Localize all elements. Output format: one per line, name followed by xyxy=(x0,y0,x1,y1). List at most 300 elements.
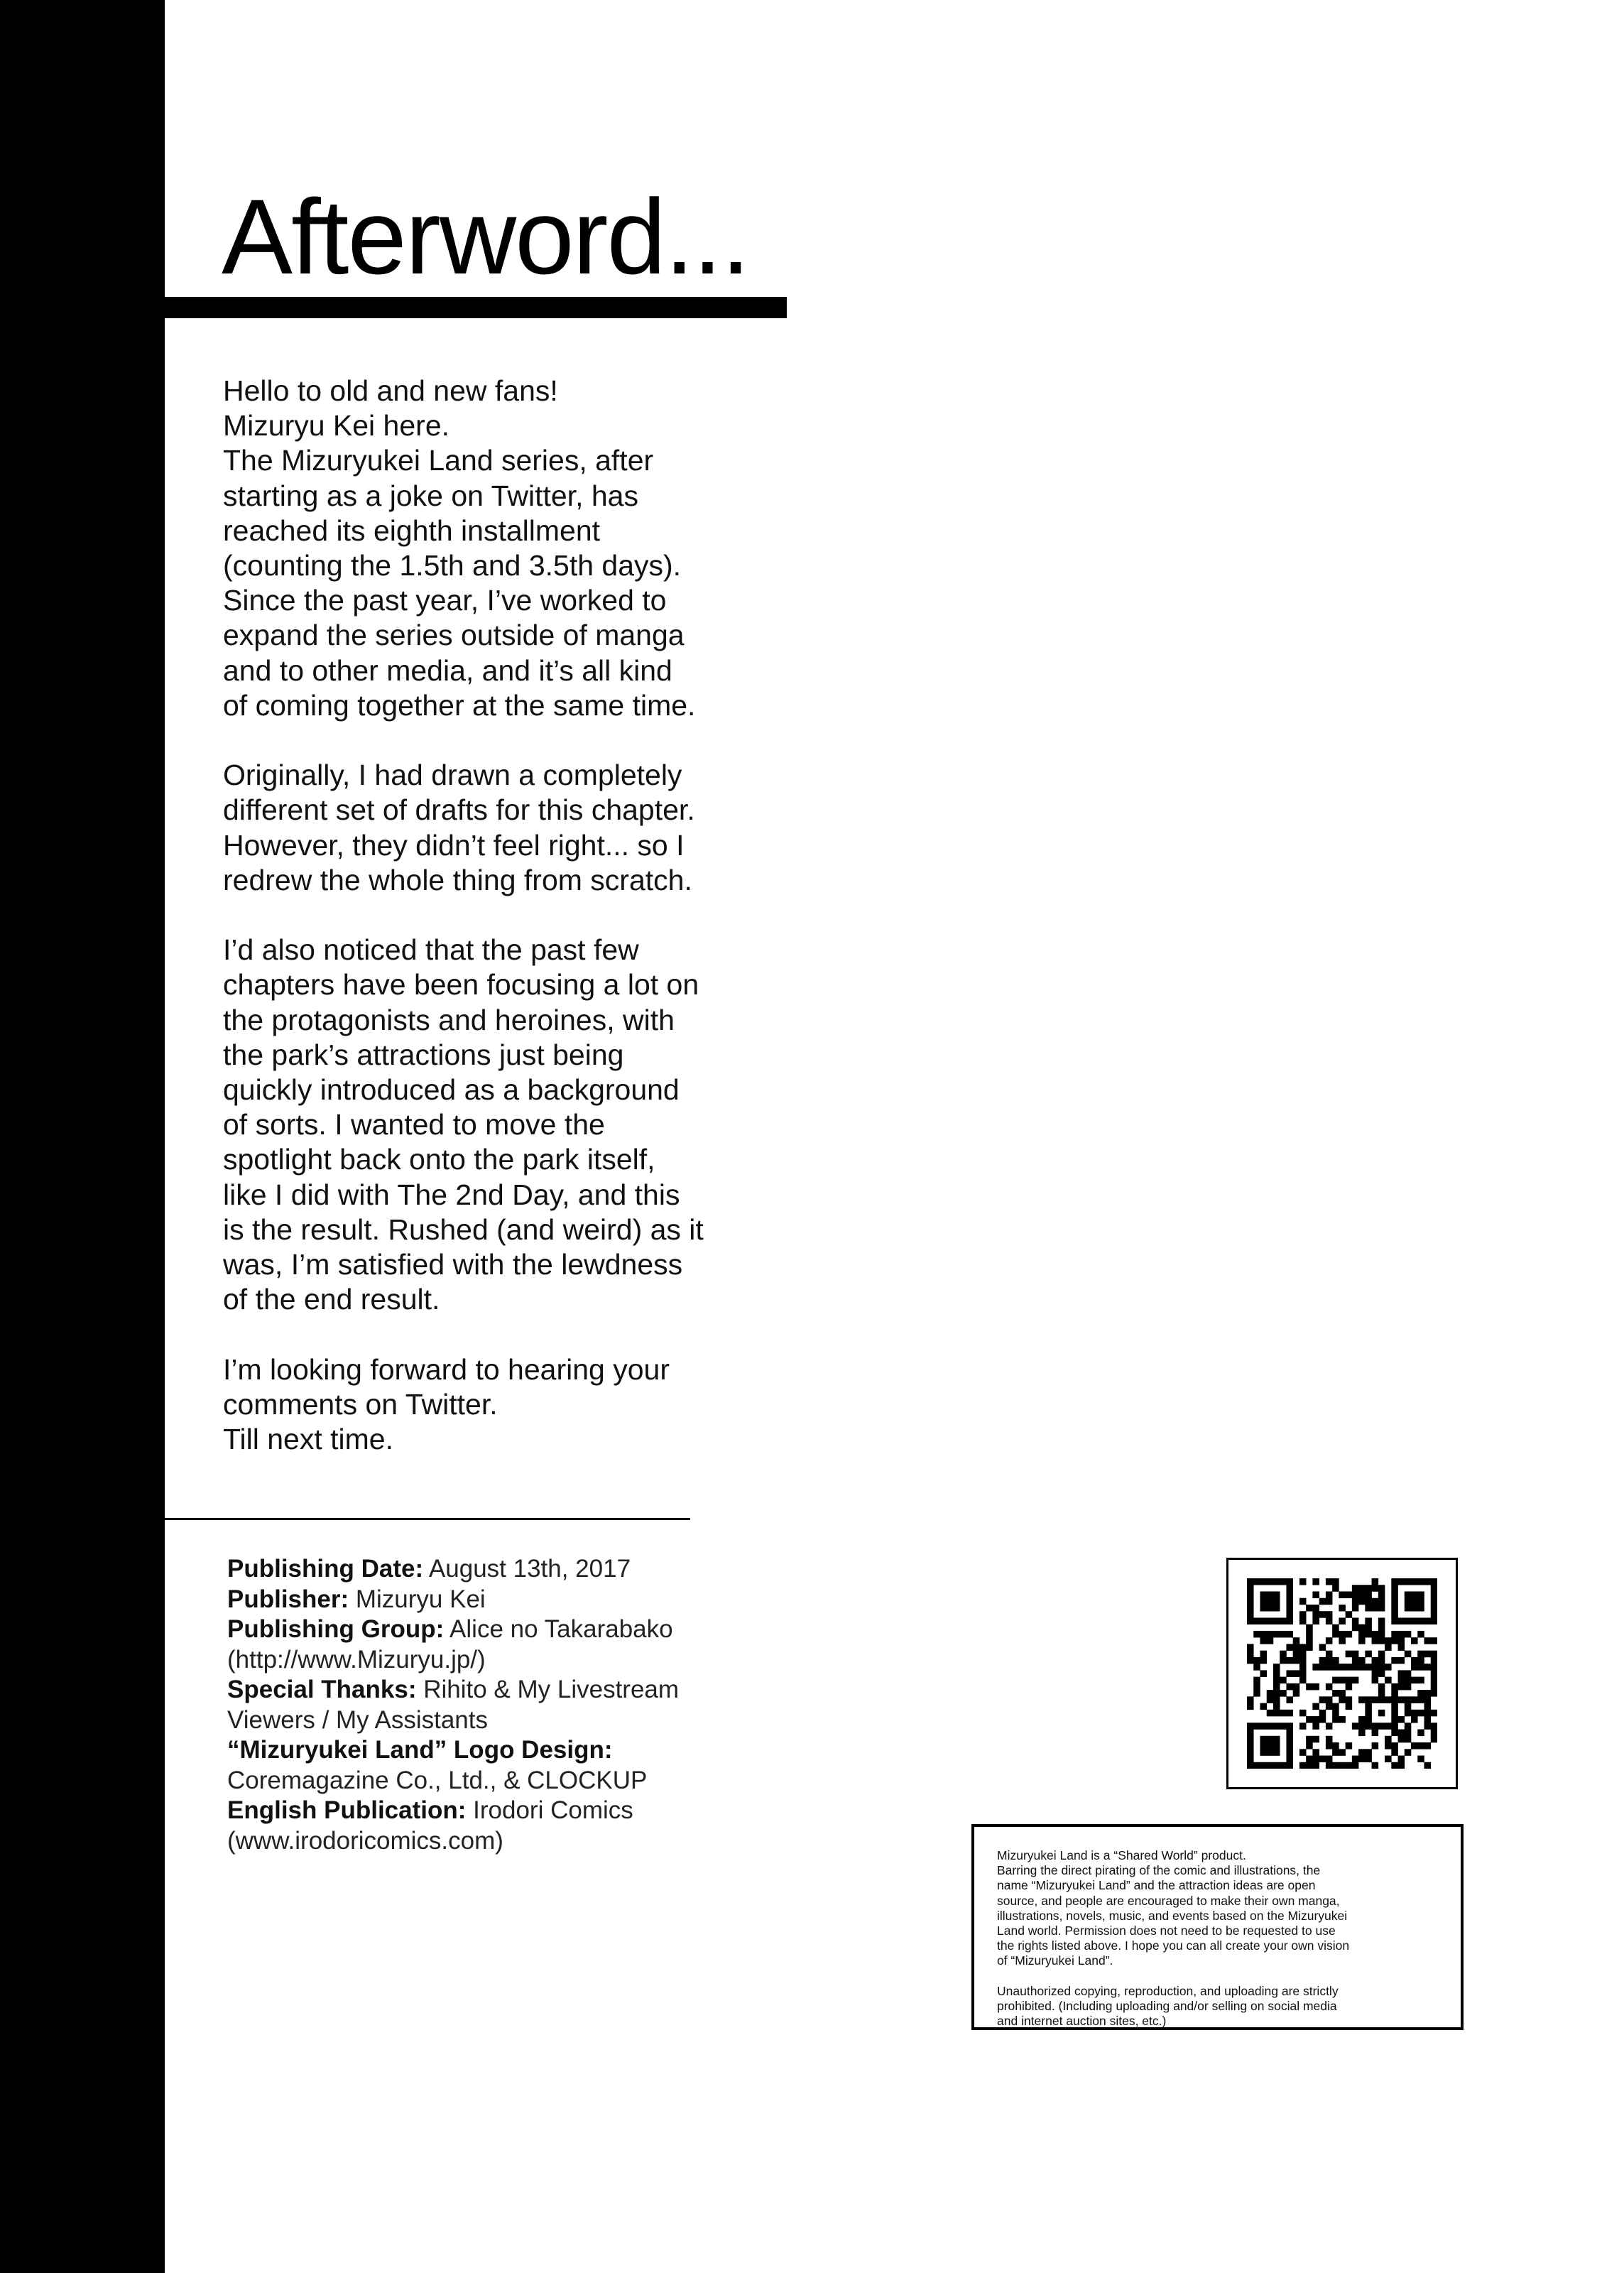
qr-module xyxy=(1267,1617,1274,1624)
qr-module xyxy=(1411,1637,1418,1644)
qr-module xyxy=(1247,1749,1254,1756)
qr-module xyxy=(1346,1677,1353,1684)
publishing-group-row xyxy=(227,1615,767,1645)
qr-module xyxy=(1352,1651,1359,1658)
qr-module xyxy=(1417,1710,1424,1717)
qr-module xyxy=(1319,1598,1326,1605)
text-line: redrew the whole thing from scratch. xyxy=(223,863,692,896)
publishing-date-label: Publishing Date: xyxy=(227,1555,424,1583)
qr-module xyxy=(1391,1631,1398,1638)
qr-module xyxy=(1299,1598,1307,1605)
qr-module xyxy=(1326,1664,1333,1671)
qr-module xyxy=(1398,1631,1405,1638)
qr-module xyxy=(1253,1683,1260,1691)
qr-module xyxy=(1293,1637,1300,1644)
qr-module xyxy=(1332,1578,1339,1585)
qr-module xyxy=(1424,1578,1432,1585)
qr-module xyxy=(1312,1736,1319,1743)
qr-module xyxy=(1273,1578,1280,1585)
notice-line: the rights listed above. I hope you can all create your own vision xyxy=(997,1938,1350,1953)
qr-module xyxy=(1247,1756,1254,1763)
qr-module xyxy=(1417,1657,1424,1664)
qr-module xyxy=(1431,1677,1437,1684)
qr-module xyxy=(1312,1591,1319,1598)
qr-module xyxy=(1405,1651,1412,1658)
qr-module xyxy=(1339,1591,1346,1598)
text-line: I’m looking forward to hearing your xyxy=(223,1352,670,1386)
qr-module xyxy=(1286,1605,1293,1612)
text-line: of the end result. xyxy=(223,1283,440,1316)
qr-module xyxy=(1280,1690,1287,1697)
qr-module xyxy=(1372,1631,1379,1638)
qr-module xyxy=(1273,1696,1280,1703)
qr-module xyxy=(1352,1762,1359,1769)
qr-module xyxy=(1273,1677,1280,1684)
notice-line: Mizuryukei Land is a “Shared World” product. xyxy=(997,1848,1246,1862)
qr-module xyxy=(1306,1742,1313,1749)
qr-module xyxy=(1332,1677,1339,1684)
qr-module xyxy=(1372,1664,1379,1671)
qr-module xyxy=(1398,1683,1405,1691)
qr-module xyxy=(1378,1591,1385,1598)
qr-module xyxy=(1431,1710,1437,1717)
english-publication-value: Irodori Comics xyxy=(473,1796,633,1824)
qr-module xyxy=(1312,1749,1319,1756)
qr-module xyxy=(1358,1756,1366,1763)
qr-module xyxy=(1286,1736,1293,1743)
qr-module xyxy=(1378,1690,1385,1697)
qr-module xyxy=(1391,1657,1398,1664)
qr-module xyxy=(1417,1664,1424,1671)
qr-module xyxy=(1378,1631,1385,1638)
qr-module xyxy=(1431,1585,1437,1592)
qr-module xyxy=(1424,1723,1432,1730)
qr-module xyxy=(1398,1696,1405,1703)
qr-module xyxy=(1267,1690,1274,1697)
qr-module xyxy=(1405,1617,1412,1624)
qr-module xyxy=(1405,1710,1412,1717)
qr-module xyxy=(1378,1605,1385,1612)
qr-module xyxy=(1398,1617,1405,1624)
qr-module xyxy=(1267,1723,1274,1730)
qr-module xyxy=(1286,1644,1293,1651)
qr-module xyxy=(1398,1578,1405,1585)
qr-module xyxy=(1273,1703,1280,1710)
qr-module xyxy=(1365,1749,1372,1756)
qr-module xyxy=(1378,1670,1385,1677)
qr-module xyxy=(1405,1723,1412,1730)
qr-module xyxy=(1358,1598,1366,1605)
qr-module xyxy=(1378,1723,1385,1730)
publisher-value: Mizuryu Kei xyxy=(355,1585,486,1613)
qr-module xyxy=(1247,1703,1254,1710)
qr-module xyxy=(1405,1631,1412,1638)
qr-module xyxy=(1378,1637,1385,1644)
qr-module xyxy=(1378,1683,1385,1691)
afterword-paragraph xyxy=(223,758,791,898)
qr-module xyxy=(1260,1598,1267,1605)
qr-module xyxy=(1273,1598,1280,1605)
qr-module xyxy=(1405,1598,1412,1605)
qr-module xyxy=(1286,1670,1293,1677)
qr-module xyxy=(1339,1664,1346,1671)
qr-module xyxy=(1247,1598,1254,1605)
qr-module xyxy=(1405,1591,1412,1598)
qr-module xyxy=(1319,1611,1326,1618)
qr-module xyxy=(1431,1617,1437,1624)
qr-module xyxy=(1411,1598,1418,1605)
qr-module xyxy=(1372,1605,1379,1612)
qr-module xyxy=(1431,1598,1437,1605)
qr-module xyxy=(1424,1710,1432,1717)
qr-module xyxy=(1391,1611,1398,1618)
text-line: Hello to old and new fans! xyxy=(223,374,558,407)
qr-module xyxy=(1398,1756,1405,1763)
qr-module xyxy=(1358,1624,1366,1632)
qr-module xyxy=(1431,1591,1437,1598)
qr-module xyxy=(1286,1585,1293,1592)
qr-module xyxy=(1273,1670,1280,1677)
qr-module xyxy=(1319,1756,1326,1763)
qr-module xyxy=(1247,1611,1254,1618)
qr-module xyxy=(1312,1605,1319,1612)
qr-module xyxy=(1286,1696,1293,1703)
notice-line: Unauthorized copying, reproduction, and uploading are strictly xyxy=(997,1983,1339,1998)
qr-module xyxy=(1267,1591,1274,1598)
qr-module xyxy=(1247,1657,1254,1664)
qr-module xyxy=(1253,1723,1260,1730)
text-line: was, I’m satisfied with the lewdness xyxy=(223,1248,683,1281)
qr-module xyxy=(1339,1617,1346,1624)
qr-module xyxy=(1405,1749,1412,1756)
qr-module xyxy=(1332,1749,1339,1756)
qr-module xyxy=(1253,1664,1260,1671)
qr-module xyxy=(1326,1723,1333,1730)
qr-module xyxy=(1391,1742,1398,1749)
qr-module xyxy=(1253,1617,1260,1624)
special-thanks-row xyxy=(227,1675,767,1705)
text-line: like I did with The 2nd Day, and this xyxy=(223,1178,680,1211)
qr-module xyxy=(1339,1749,1346,1756)
qr-module xyxy=(1247,1617,1254,1624)
qr-module xyxy=(1346,1762,1353,1769)
qr-module xyxy=(1306,1736,1313,1743)
qr-module xyxy=(1411,1742,1418,1749)
qr-module xyxy=(1332,1664,1339,1671)
qr-module xyxy=(1391,1710,1398,1717)
notice-line: Land world. Permission does not need to be requested to use xyxy=(997,1924,1336,1938)
copyright-paragraph xyxy=(997,1984,1435,2029)
publishing-group-value: Alice no Takarabako xyxy=(449,1615,673,1643)
qr-module xyxy=(1273,1690,1280,1697)
qr-module xyxy=(1253,1657,1260,1664)
qr-module xyxy=(1253,1677,1260,1684)
qr-module xyxy=(1417,1578,1424,1585)
afterword-body xyxy=(223,374,791,1457)
qr-module xyxy=(1358,1591,1366,1598)
qr-module xyxy=(1417,1651,1424,1658)
qr-module xyxy=(1260,1657,1267,1664)
publishing-group-label: Publishing Group: xyxy=(227,1615,445,1643)
qr-module xyxy=(1385,1644,1392,1651)
qr-module xyxy=(1273,1605,1280,1612)
qr-module xyxy=(1332,1762,1339,1769)
qr-module xyxy=(1332,1690,1339,1697)
qr-module xyxy=(1247,1644,1254,1651)
text-line: Since the past year, I’ve worked to xyxy=(223,584,667,617)
qr-module xyxy=(1247,1696,1254,1703)
qr-module xyxy=(1247,1736,1254,1743)
qr-module xyxy=(1398,1736,1405,1743)
qr-module xyxy=(1372,1585,1379,1592)
qr-module xyxy=(1431,1670,1437,1677)
text-line: The Mizuryukei Land series, after xyxy=(223,444,654,477)
qr-module xyxy=(1293,1670,1300,1677)
qr-module xyxy=(1405,1703,1412,1710)
qr-module xyxy=(1326,1578,1333,1585)
text-line: and to other media, and it’s all kind xyxy=(223,653,672,687)
notice-line: Barring the direct pirating of the comic and illustrations, the xyxy=(997,1863,1321,1878)
qr-module xyxy=(1365,1716,1372,1723)
qr-module xyxy=(1247,1651,1254,1658)
qr-module xyxy=(1352,1677,1359,1684)
qr-module xyxy=(1365,1624,1372,1632)
qr-module xyxy=(1319,1716,1326,1723)
publisher-row xyxy=(227,1585,767,1615)
qr-module xyxy=(1312,1756,1319,1763)
qr-module xyxy=(1312,1703,1319,1710)
qr-module xyxy=(1417,1617,1424,1624)
qr-module xyxy=(1352,1756,1359,1763)
qr-module xyxy=(1299,1677,1307,1684)
qr-module xyxy=(1411,1696,1418,1703)
qr-module xyxy=(1391,1749,1398,1756)
qr-module xyxy=(1293,1690,1300,1697)
qr-module xyxy=(1424,1637,1432,1644)
qr-module xyxy=(1372,1762,1379,1769)
qr-module xyxy=(1267,1742,1274,1749)
qr-module xyxy=(1339,1631,1346,1638)
qr-module xyxy=(1365,1617,1372,1624)
qr-module xyxy=(1398,1762,1405,1769)
qr-module xyxy=(1365,1710,1372,1717)
qr-module xyxy=(1358,1664,1366,1671)
qr-module xyxy=(1431,1605,1437,1612)
qr-module xyxy=(1365,1598,1372,1605)
text-line: Mizuryu Kei here. xyxy=(223,409,450,443)
qr-module xyxy=(1312,1683,1319,1691)
text-line: However, they didn’t feel right... so I xyxy=(223,828,685,862)
qr-module xyxy=(1405,1736,1412,1743)
publisher-label: Publisher: xyxy=(227,1585,349,1613)
qr-module xyxy=(1247,1605,1254,1612)
qr-module xyxy=(1405,1696,1412,1703)
qr-module xyxy=(1391,1723,1398,1730)
qr-module xyxy=(1358,1631,1366,1638)
qr-module xyxy=(1398,1677,1405,1684)
qr-module xyxy=(1247,1742,1254,1749)
qr-module xyxy=(1247,1762,1254,1769)
qr-module xyxy=(1405,1605,1412,1612)
qr-module xyxy=(1286,1756,1293,1763)
qr-module xyxy=(1391,1585,1398,1592)
qr-module xyxy=(1273,1617,1280,1624)
qr-module xyxy=(1260,1637,1267,1644)
qr-module xyxy=(1365,1723,1372,1730)
qr-module xyxy=(1391,1591,1398,1598)
qr-module xyxy=(1405,1677,1412,1684)
qr-module xyxy=(1273,1683,1280,1691)
qr-module xyxy=(1417,1690,1424,1697)
qr-module xyxy=(1267,1578,1274,1585)
qr-module xyxy=(1391,1703,1398,1710)
qr-module xyxy=(1378,1696,1385,1703)
qr-module xyxy=(1431,1736,1437,1743)
qr-module xyxy=(1417,1631,1424,1638)
qr-module xyxy=(1326,1683,1333,1691)
qr-module xyxy=(1385,1723,1392,1730)
qr-module xyxy=(1372,1598,1379,1605)
qr-module xyxy=(1286,1598,1293,1605)
qr-module xyxy=(1260,1591,1267,1598)
qr-module xyxy=(1391,1696,1398,1703)
qr-module xyxy=(1372,1696,1379,1703)
qr-module xyxy=(1326,1651,1333,1658)
qr-module xyxy=(1365,1664,1372,1671)
qr-module xyxy=(1306,1631,1313,1638)
qr-module xyxy=(1299,1723,1307,1730)
qr-module xyxy=(1293,1657,1300,1664)
qr-module xyxy=(1332,1703,1339,1710)
qr-module xyxy=(1260,1670,1267,1677)
qr-module xyxy=(1424,1742,1432,1749)
qr-module xyxy=(1306,1683,1313,1691)
qr-module xyxy=(1260,1617,1267,1624)
qr-module xyxy=(1286,1762,1293,1769)
qr-module xyxy=(1332,1742,1339,1749)
qr-module xyxy=(1332,1710,1339,1717)
text-line: chapters have been focusing a lot on xyxy=(223,968,699,1002)
qr-module xyxy=(1372,1578,1379,1585)
qr-module xyxy=(1319,1696,1326,1703)
qr-module xyxy=(1391,1598,1398,1605)
text-line: spotlight back onto the park itself, xyxy=(223,1143,655,1176)
qr-module xyxy=(1417,1742,1424,1749)
qr-module xyxy=(1267,1631,1274,1638)
qr-module xyxy=(1260,1631,1267,1638)
qr-module xyxy=(1378,1664,1385,1671)
afterword-paragraph xyxy=(223,1352,791,1458)
qr-module xyxy=(1424,1651,1432,1658)
qr-module xyxy=(1280,1762,1287,1769)
qr-module xyxy=(1312,1716,1319,1723)
qr-module xyxy=(1273,1762,1280,1769)
qr-code-frame xyxy=(1226,1558,1458,1789)
qr-module xyxy=(1372,1637,1379,1644)
qr-module xyxy=(1365,1703,1372,1710)
qr-module xyxy=(1365,1631,1372,1638)
qr-module xyxy=(1346,1631,1353,1638)
qr-module xyxy=(1398,1657,1405,1664)
text-line: Till next time. xyxy=(223,1423,393,1456)
text-line: of sorts. I wanted to move the xyxy=(223,1108,605,1141)
qr-module xyxy=(1332,1624,1339,1632)
text-line: (counting the 1.5th and 3.5th days). xyxy=(223,549,682,582)
qr-module xyxy=(1385,1637,1392,1644)
qr-module xyxy=(1346,1591,1353,1598)
qr-module xyxy=(1385,1736,1392,1743)
qr-module xyxy=(1339,1690,1346,1697)
qr-module xyxy=(1286,1617,1293,1624)
qr-module xyxy=(1352,1591,1359,1598)
qr-module xyxy=(1260,1762,1267,1769)
qr-module xyxy=(1417,1591,1424,1598)
qr-module xyxy=(1286,1749,1293,1756)
english-publication-url: (www.irodoricomics.com) xyxy=(227,1826,503,1855)
qr-module xyxy=(1286,1742,1293,1749)
english-publication-label: English Publication: xyxy=(227,1796,467,1824)
qr-module xyxy=(1431,1723,1437,1730)
qr-module xyxy=(1346,1651,1353,1658)
qr-module xyxy=(1352,1723,1359,1730)
qr-module xyxy=(1260,1651,1267,1658)
qr-module xyxy=(1299,1762,1307,1769)
qr-module xyxy=(1273,1723,1280,1730)
qr-module xyxy=(1306,1624,1313,1632)
publication-info xyxy=(227,1554,767,1856)
qr-module xyxy=(1306,1644,1313,1651)
qr-module xyxy=(1312,1578,1319,1585)
title-underline xyxy=(165,297,787,318)
qr-module xyxy=(1391,1716,1398,1723)
qr-module xyxy=(1417,1598,1424,1605)
qr-module xyxy=(1352,1598,1359,1605)
qr-module xyxy=(1332,1716,1339,1723)
qr-module xyxy=(1424,1716,1432,1723)
qr-module xyxy=(1319,1657,1326,1664)
text-line: comments on Twitter. xyxy=(223,1387,498,1421)
qr-module xyxy=(1378,1617,1385,1624)
text-line: different set of drafts for this chapter. xyxy=(223,793,695,827)
qr-module xyxy=(1424,1703,1432,1710)
qr-module xyxy=(1273,1631,1280,1638)
text-line: is the result. Rushed (and weird) as it xyxy=(223,1213,704,1246)
qr-module xyxy=(1391,1578,1398,1585)
qr-module xyxy=(1372,1723,1379,1730)
qr-module xyxy=(1352,1585,1359,1592)
left-margin-bar xyxy=(0,0,165,2273)
qr-module xyxy=(1280,1657,1287,1664)
text-line: quickly introduced as a background xyxy=(223,1073,680,1107)
publishing-date-row xyxy=(227,1554,767,1585)
text-line: the protagonists and heroines, with xyxy=(223,1003,675,1036)
qr-module xyxy=(1267,1598,1274,1605)
qr-module xyxy=(1385,1664,1392,1671)
qr-module xyxy=(1326,1598,1333,1605)
notice-line: illustrations, novels, music, and events based on the Mizuryukei xyxy=(997,1908,1348,1923)
afterword-paragraph xyxy=(223,933,791,1317)
notice-line: prohibited. (Including uploading and/or selling on social media xyxy=(997,1998,1337,2013)
logo-design-label: “Mizuryukei Land” Logo Design: xyxy=(227,1736,613,1764)
qr-module xyxy=(1260,1578,1267,1585)
qr-module xyxy=(1299,1749,1307,1756)
qr-module xyxy=(1319,1664,1326,1671)
qr-module xyxy=(1358,1723,1366,1730)
qr-module xyxy=(1280,1723,1287,1730)
qr-module xyxy=(1312,1617,1319,1624)
qr-module xyxy=(1332,1631,1339,1638)
logo-design-value: Coremagazine Co., Ltd., & CLOCKUP xyxy=(227,1766,648,1794)
